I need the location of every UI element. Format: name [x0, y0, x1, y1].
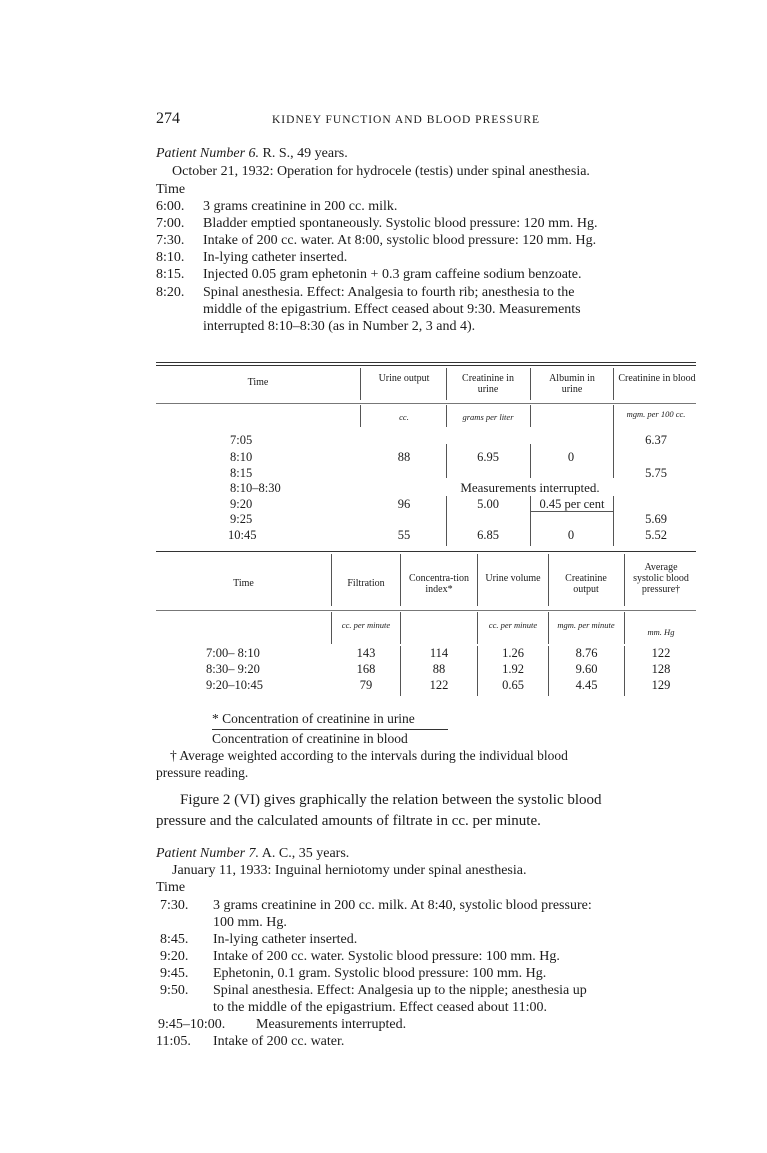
patient7-time-label: Time — [156, 880, 186, 895]
patient6-info: R. S., 49 years. — [262, 146, 348, 161]
p6-text-2: Intake of 200 cc. water. At 8:00, systolic blood pressure: 120 mm. Hg. — [203, 233, 597, 248]
t2-r2-conc: 122 — [429, 678, 449, 692]
t1-r2-blood: 5.75 — [645, 466, 667, 480]
figure-paragraph-line2: pressure and the calculated amounts of filtrate in cc. per minute. — [156, 813, 541, 829]
t1-r2-time: 8:15 — [230, 466, 253, 480]
t2-r0-urine: 1.26 — [502, 646, 524, 660]
p7-time-3: 9:45. — [160, 966, 189, 981]
t2-r1-time: 8:30– 9:20 — [206, 662, 260, 676]
t2-r2-creat: 4.45 — [575, 678, 598, 692]
t1-r4-albumin: 0.45 per cent — [539, 497, 605, 511]
p7-text-0b: 100 mm. Hg. — [213, 915, 287, 930]
p7-time-5: 9:45–10:00. — [158, 1017, 226, 1032]
t2-r1-conc: 88 — [432, 662, 446, 676]
t1-header-creatinine-blood: Creatinine in blood — [618, 373, 696, 384]
patient7-intro: January 11, 1933: Inguinal herniotomy under spinal anesthesia. — [172, 863, 527, 878]
t2-r2-urine: 0.65 — [502, 678, 524, 692]
t1-r4-creat-urine: 5.00 — [477, 497, 499, 511]
p6-text-3: In-lying catheter inserted. — [203, 250, 348, 265]
p7-time-4: 9:50. — [160, 983, 189, 998]
footnote-dagger-line2: pressure reading. — [156, 765, 249, 780]
t1-r6-urine: 55 — [397, 528, 411, 542]
patient6-heading — [156, 146, 348, 162]
p6-text-0: 3 grams creatinine in 200 cc. milk. — [203, 199, 398, 214]
t2-unit-urine-volume: cc. per minute — [488, 620, 538, 630]
t2-r1-urine: 1.92 — [502, 662, 524, 676]
p7-time-0: 7:30. — [160, 898, 189, 913]
t1-r6-time: 10:45 — [228, 528, 257, 542]
p7-text-3: Ephetonin, 0.1 gram. Systolic blood pressure: 100 mm. Hg. — [213, 966, 547, 981]
t1-r1-creat-urine: 6.95 — [477, 450, 499, 464]
patient6-time-label: Time — [156, 182, 186, 197]
p7-time-1: 8:45. — [160, 932, 189, 947]
t2-r0-conc: 114 — [429, 646, 449, 660]
t2-unit-creatinine-output: mgm. per minute — [557, 620, 615, 630]
t1-header-albumin-urine: Albumin in urine — [549, 373, 595, 395]
p7-text-4b: to the middle of the epigastrium. Effect ceased about 11:00. — [213, 1000, 547, 1015]
t1-r4-urine: 96 — [397, 497, 411, 511]
t2-header-avg-pressure: Average systolic blood pressure† — [633, 562, 689, 595]
t2-r2-pressure: 129 — [651, 678, 671, 692]
t2-r0-filtration: 143 — [356, 646, 376, 660]
t2-r1-pressure: 128 — [651, 662, 671, 676]
patient7-heading — [156, 846, 349, 862]
t2-r0-creat: 8.76 — [575, 646, 598, 660]
p6-text-5b: middle of the epigastrium. Effect ceased about 9:30. Measurements — [203, 302, 581, 317]
p6-text-5c: interrupted 8:10–8:30 (as in Number 2, 3 and 4). — [203, 319, 476, 334]
t2-r1-filtration: 168 — [356, 662, 376, 676]
t2-unit-pressure: mm. Hg — [647, 627, 675, 637]
t1-r1-time: 8:10 — [230, 450, 253, 464]
t1-r0-time: 7:05 — [230, 433, 253, 447]
t1-unit-cc: cc. — [399, 412, 409, 422]
p6-text-1: Bladder emptied spontaneously. Systolic blood pressure: 120 mm. Hg. — [203, 216, 598, 231]
t2-r2-filtration: 79 — [359, 678, 373, 692]
p7-time-6: 11:05. — [156, 1034, 191, 1049]
p6-time-1: 7:00. — [156, 216, 185, 231]
p7-text-6: Intake of 200 cc. water. — [213, 1034, 345, 1049]
p6-time-4: 8:15. — [156, 267, 185, 282]
t1-r3-time: 8:10–8:30 — [230, 481, 281, 495]
p6-time-2: 7:30. — [156, 233, 185, 248]
t2-r1-creat: 9.60 — [575, 662, 598, 676]
footnote-dagger-line1: † Average weighted according to the intervals during the individual blood — [170, 748, 568, 763]
t1-r1-albumin: 0 — [567, 450, 575, 464]
p6-time-3: 8:10. — [156, 250, 185, 265]
t2-header-time: Time — [233, 578, 254, 589]
t1-header-urine-output: Urine output — [378, 373, 430, 384]
p7-text-5: Measurements interrupted. — [256, 1017, 407, 1032]
t1-header-time: Time — [247, 377, 269, 388]
footnote-denominator: Concentration of creatinine in blood — [212, 731, 408, 746]
t2-r0-pressure: 122 — [651, 646, 671, 660]
p6-text-5a: Spinal anesthesia. Effect: Analgesia to fourth rib; anesthesia to the — [203, 285, 575, 300]
t1-header-creatinine-urine: Creatinine in urine — [462, 373, 514, 395]
t1-r5-time: 9:25 — [230, 512, 253, 526]
t2-unit-filtration: cc. per minute — [341, 620, 391, 630]
p7-text-2: Intake of 200 cc. water. Systolic blood pressure: 100 mm. Hg. — [213, 949, 560, 964]
p7-text-1: In-lying catheter inserted. — [213, 932, 358, 947]
footnote-numerator: * Concentration of creatinine in urine — [212, 711, 415, 726]
t1-r4-time: 9:20 — [230, 497, 253, 511]
t1-unit-grams: grams per liter — [462, 412, 514, 422]
page-number: 274 — [156, 110, 180, 127]
t2-header-concentration-index: Concentra-tion index* — [409, 573, 469, 595]
p6-time-5: 8:20. — [156, 285, 185, 300]
p7-text-4a: Spinal anesthesia. Effect: Analgesia up to the nipple; anesthesia up — [213, 983, 587, 998]
t1-r6-blood: 5.52 — [645, 528, 667, 542]
t2-header-urine-volume: Urine volume — [485, 573, 541, 584]
t2-header-creatinine-output: Creatinine output — [565, 573, 607, 595]
patient7-label: Patient Number 7. — [156, 846, 260, 861]
running-head: KIDNEY FUNCTION AND BLOOD PRESSURE — [272, 114, 541, 126]
t1-unit-mgm: mgm. per 100 cc. — [626, 409, 686, 419]
t1-r5-blood: 5.69 — [645, 512, 667, 526]
t1-r6-albumin: 0 — [567, 528, 575, 542]
t2-r0-time: 7:00– 8:10 — [206, 646, 260, 660]
t1-r1-urine: 88 — [397, 450, 411, 464]
t2-r2-time: 9:20–10:45 — [206, 678, 263, 692]
t1-r6-creat-urine: 6.85 — [477, 528, 499, 542]
p6-text-4: Injected 0.05 gram ephetonin + 0.3 gram caffeine sodium benzoate. — [203, 267, 582, 282]
patient6-intro: October 21, 1932: Operation for hydrocele (testis) under spinal anesthesia. — [172, 164, 590, 179]
patient7-info: A. C., 35 years. — [261, 846, 350, 861]
p7-time-2: 9:20. — [160, 949, 189, 964]
t2-header-filtration: Filtration — [347, 578, 385, 589]
patient6-label: Patient Number 6. — [156, 146, 260, 161]
p7-text-0a: 3 grams creatinine in 200 cc. milk. At 8:40, systolic blood pressure: — [213, 898, 592, 913]
p6-time-0: 6:00. — [156, 199, 185, 214]
t1-interrupted-note: Measurements interrupted. — [460, 480, 600, 495]
figure-paragraph-line1: Figure 2 (VI) gives graphically the relation between the systolic blood — [180, 792, 602, 808]
t1-r0-blood: 6.37 — [645, 433, 667, 447]
